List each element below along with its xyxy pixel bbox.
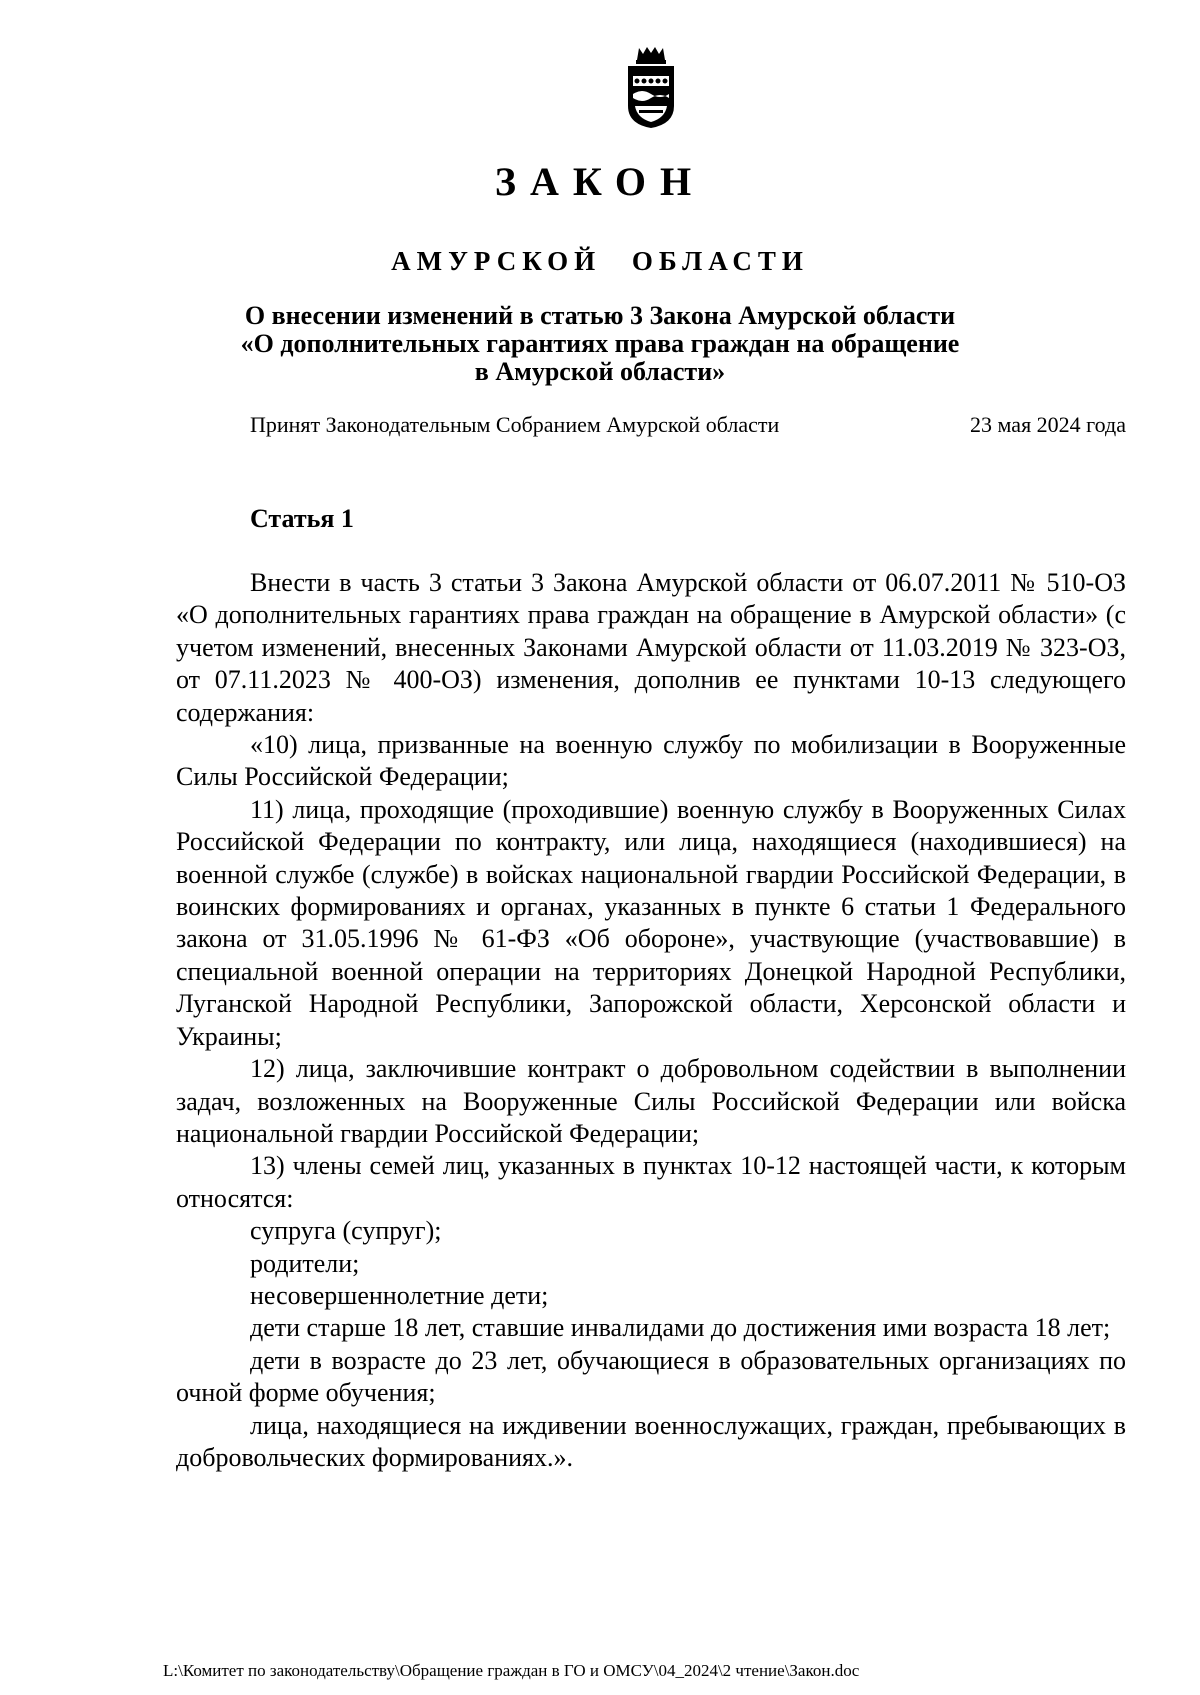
file-path-footer: L:\Комитет по законодательству\Обращение граждан в ГО и ОМСУ\04_2024\2 чтение\Закон.doc <box>163 1661 860 1680</box>
article-paragraph: лица, находящиеся на иждивении военнослужащих, граждан, пребывающих в добровольческих формированиях.». <box>176 1410 1126 1472</box>
document-title: ЗАКОН <box>494 159 706 204</box>
article-paragraph: супруга (супруг); <box>250 1216 442 1246</box>
adoption-line <box>250 412 1126 438</box>
article-heading: Статья 1 <box>250 504 354 533</box>
amur-coat-of-arms-icon <box>625 44 677 130</box>
adoption-date: 23 мая 2024 года <box>970 412 1126 437</box>
article-paragraph: 11) лица, проходящие (проходившие) военную службу в Вооруженных Силах Российской Федерации по контракту, или лица, находящиеся (находившиеся) на военной службе (службе) в войсках национальной гвардии Российской Федерации, в воинских формированиях и органах, указанных в пункте 6 статьи 1 Федерального закона от 31.05.1996 № 61-ФЗ «Об обороне», участвующие (участвовавшие) в специальной военной операции на территориях Донецкой Народной Республики, Луганской Народной Республики, Запорожской области, Херсонской области и Украины; <box>176 794 1126 1051</box>
article-paragraph: родители; <box>250 1248 360 1278</box>
law-subject <box>175 302 1025 386</box>
adopting-body: Принят Законодательным Собранием Амурской области <box>250 412 780 437</box>
article-paragraph: 12) лица, заключившие контракт о добровольном содействии в выполнении задач, возложенных на Вооруженные Силы Российской Федерации или войска национальной гвардии Российской Федерации; <box>176 1054 1126 1148</box>
law-subject-line: О внесении изменений в статью 3 Закона Амурской области <box>244 301 956 330</box>
article-paragraph: «10) лица, призванные на военную службу по мобилизации в Вооруженные Силы Российской Федерации; <box>176 730 1126 792</box>
article-body <box>176 567 1126 1474</box>
article-paragraph: Внести в часть 3 статьи 3 Закона Амурской области от 06.07.2011 № 510-ОЗ «О дополнительных гарантиях права граждан на обращение в Амурской области» (с учетом изменений, внесенных Законами Амурской области от 11.03.2019 № 323-ОЗ, от 07.11.2023 № 400-ОЗ) изменения, дополнив ее пунктами 10-13 следующего содержания: <box>176 568 1126 727</box>
article-paragraph: дети в возрасте до 23 лет, обучающиеся в образовательных организациях по очной форме обучения; <box>176 1345 1126 1408</box>
article-paragraph: несовершеннолетние дети; <box>250 1280 549 1310</box>
law-subject-line: в Амурской области» <box>474 357 726 386</box>
article-paragraph: дети старше 18 лет, ставшие инвалидами до достижения ими возраста 18 лет; <box>250 1313 1111 1343</box>
article-paragraph: 13) члены семей лиц, указанных в пунктах 10-12 настоящей части, к которым относятся: <box>176 1151 1126 1213</box>
law-subject-line: «О дополнительных гарантиях права граждан на обращение <box>240 329 960 358</box>
region-name: АМУРСКОЙ ОБЛАСТИ <box>391 246 809 276</box>
